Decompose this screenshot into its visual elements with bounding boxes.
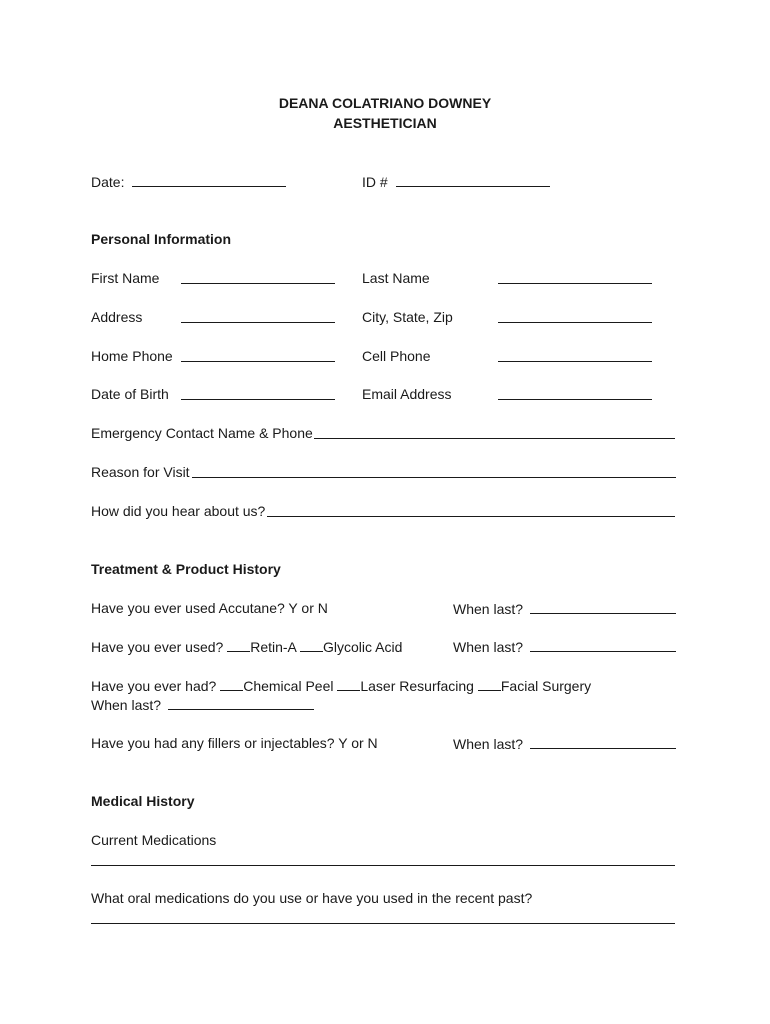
cell-phone-input-line[interactable] — [498, 361, 652, 362]
reason-for-visit-label: Reason for Visit — [91, 464, 190, 480]
emergency-contact-input-line[interactable] — [314, 438, 675, 439]
date-label: Date: — [91, 174, 125, 190]
when-last-retin — [453, 638, 676, 655]
id-input-line[interactable] — [396, 173, 550, 187]
reason-for-visit-input-line[interactable] — [192, 477, 676, 478]
cell-phone-label: Cell Phone — [362, 348, 431, 364]
when-last-label: When last? — [91, 697, 162, 713]
retin-a-option: Retin-A — [250, 639, 297, 655]
home-phone-label: Home Phone — [91, 348, 173, 364]
id-field — [362, 173, 550, 190]
q2-prefix: Have you ever used? — [91, 639, 224, 655]
when-last-procedures-input-line[interactable] — [168, 696, 314, 710]
business-name: DEANA COLATRIANO DOWNEY — [278, 95, 492, 111]
first-name-input-line[interactable] — [181, 283, 335, 284]
last-name-label: Last Name — [362, 270, 430, 286]
laser-resurfacing-check-line[interactable] — [337, 677, 360, 691]
retin-a-check-line[interactable] — [227, 638, 250, 652]
fillers-question: Have you had any fillers or injectables? Y or N — [91, 735, 378, 751]
facial-surgery-check-line[interactable] — [478, 677, 501, 691]
oral-medications-input-line[interactable] — [91, 923, 675, 924]
city-state-zip-input-line[interactable] — [498, 322, 652, 323]
referral-source-label: How did you hear about us? — [91, 503, 266, 519]
when-last-label: When last? — [453, 736, 524, 752]
when-last-fillers-input-line[interactable] — [530, 735, 676, 749]
date-field — [91, 173, 286, 190]
city-state-zip-label: City, State, Zip — [362, 309, 453, 325]
when-last-label: When last? — [453, 601, 524, 617]
address-label: Address — [91, 309, 143, 325]
when-last-accutane — [453, 600, 676, 617]
last-name-input-line[interactable] — [498, 283, 652, 284]
date-input-line[interactable] — [132, 173, 286, 187]
laser-resurfacing-option: Laser Resurfacing — [360, 678, 474, 694]
email-label: Email Address — [362, 386, 452, 402]
when-last-label: When last? — [453, 639, 524, 655]
personal-info-heading: Personal Information — [91, 231, 232, 247]
current-medications-label: Current Medications — [91, 832, 217, 848]
chemical-peel-option: Chemical Peel — [243, 678, 334, 694]
when-last-fillers — [453, 735, 676, 752]
chemical-peel-check-line[interactable] — [220, 677, 243, 691]
business-title: AESTHETICIAN — [333, 115, 437, 131]
accutane-question: Have you ever used Accutane? Y or N — [91, 600, 328, 616]
dob-input-line[interactable] — [181, 399, 335, 400]
medical-history-heading: Medical History — [91, 793, 195, 809]
glycolic-acid-option: Glycolic Acid — [323, 639, 403, 655]
home-phone-input-line[interactable] — [181, 361, 335, 362]
q3-prefix: Have you ever had? — [91, 678, 217, 694]
id-label: ID # — [362, 174, 388, 190]
glycolic-acid-check-line[interactable] — [300, 638, 323, 652]
dob-label: Date of Birth — [91, 386, 169, 402]
first-name-label: First Name — [91, 270, 160, 286]
procedures-question — [91, 677, 591, 694]
when-last-accutane-input-line[interactable] — [530, 600, 676, 614]
treatment-history-heading: Treatment & Product History — [91, 561, 281, 577]
oral-medications-label: What oral medications do you use or have you used in the recent past? — [91, 890, 533, 906]
facial-surgery-option: Facial Surgery — [500, 678, 592, 694]
emergency-contact-label: Emergency Contact Name & Phone — [91, 425, 313, 441]
referral-source-input-line[interactable] — [267, 516, 675, 517]
when-last-procedures — [91, 696, 314, 713]
current-medications-input-line[interactable] — [91, 865, 675, 866]
address-input-line[interactable] — [181, 322, 335, 323]
when-last-retin-input-line[interactable] — [530, 638, 676, 652]
email-input-line[interactable] — [498, 399, 652, 400]
retin-glycolic-question — [91, 638, 402, 655]
